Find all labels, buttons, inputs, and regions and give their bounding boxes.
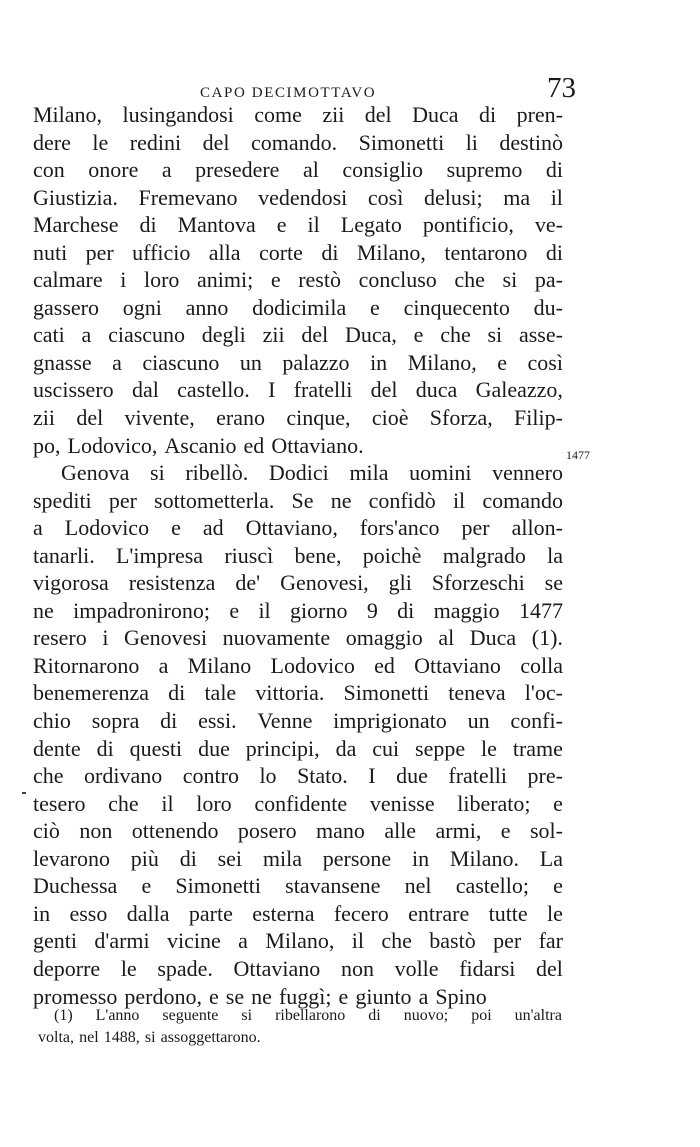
text-line: ciò non ottenendo posero mano alle armi, e sol- bbox=[33, 818, 563, 844]
text-line: Milano, lusingandosi come zii del Duca di pren- bbox=[33, 102, 563, 127]
text-line: gnasse a ciascuno un palazzo in Milano, e così bbox=[33, 349, 563, 375]
page-number: 73 bbox=[547, 72, 576, 104]
text-line: Duchessa e Simonetti stavansene nel castello; e bbox=[33, 873, 563, 899]
text-line: tanarli. L'impresa riuscì bene, poichè malgrado la bbox=[33, 542, 563, 568]
text-line: calmare i loro animi; e restò concluso che si pa- bbox=[33, 267, 563, 293]
text-line: chio sopra di essi. Venne imprigionato un confi- bbox=[33, 708, 563, 734]
footnote-line: (1) L'anno seguente si ribellarono di nuovo; poi un'altra bbox=[54, 1007, 562, 1024]
text-line: Marchese di Mantova e il Legato pontificio, ve- bbox=[33, 212, 563, 238]
body-text bbox=[33, 101, 563, 1010]
text-line: deporre le spade. Ottaviano non volle fidarsi del bbox=[33, 955, 563, 981]
text-line: resero i Genovesi nuovamente omaggio al Duca (1). bbox=[33, 625, 563, 651]
text-line: zii del vivente, erano cinque, cioè Sforza, Filip- bbox=[33, 405, 563, 431]
text-line: promesso perdono, e se ne fuggì; e giunto a Spino bbox=[33, 983, 487, 1009]
text-line: gassero ogni anno dodicimila e cinquecento du- bbox=[33, 294, 563, 320]
text-line: uscissero dal castello. I fratelli del duca Galeazzo, bbox=[33, 377, 563, 403]
text-line: dente di questi due principi, da cui seppe le trame bbox=[33, 735, 563, 761]
text-line: in esso dalla parte esterna fecero entrare tutte le bbox=[33, 900, 563, 926]
margin-mark bbox=[22, 792, 26, 794]
text-line: a Lodovico e ad Ottaviano, fors'anco per allon- bbox=[33, 515, 563, 541]
text-line: genti d'armi vicine a Milano, il che bastò per far bbox=[33, 928, 563, 954]
text-line: ne impadronirono; e il giorno 9 di maggio 1477 bbox=[33, 597, 563, 623]
text-line: po, Lodovico, Ascanio ed Ottaviano. bbox=[33, 432, 364, 458]
text-line: con onore a presedere al consiglio supremo di bbox=[33, 157, 563, 183]
footnotes bbox=[38, 1005, 562, 1049]
text-line: Giustizia. Fremevano vedendosi così delusi; ma il bbox=[33, 184, 563, 210]
text-line: tesero che il loro confidente venisse liberato; e bbox=[33, 790, 563, 816]
text-line: nuti per ufficio alla corte di Milano, tentarono di bbox=[33, 239, 563, 265]
text-line: spediti per sottometterla. Se ne confidò il comando bbox=[33, 487, 563, 513]
text-line: cati a ciascuno degli zii del Duca, e che si asse- bbox=[33, 322, 563, 348]
text-line: Ritornarono a Milano Lodovico ed Ottaviano colla bbox=[33, 652, 563, 678]
footnote-line: volta, nel 1488, si assoggettarono. bbox=[38, 1029, 261, 1046]
text-line: dere le redini del comando. Simonetti li destinò bbox=[33, 129, 563, 155]
running-head: CAPO DECIMOTTAVO bbox=[200, 85, 377, 101]
text-line: levarono più di sei mila persone in Milano. La bbox=[33, 845, 563, 871]
text-line: vigorosa resistenza de' Genovesi, gli Sforzeschi se bbox=[33, 570, 563, 596]
text-line: benemerenza di tale vittoria. Simonetti teneva l'oc- bbox=[33, 680, 563, 706]
text-line: che ordivano contro lo Stato. I due fratelli pre- bbox=[33, 763, 563, 789]
marginal-year-note: 1477 bbox=[566, 448, 590, 462]
text-line: Genova si ribellò. Dodici mila uomini vennero bbox=[61, 460, 563, 486]
